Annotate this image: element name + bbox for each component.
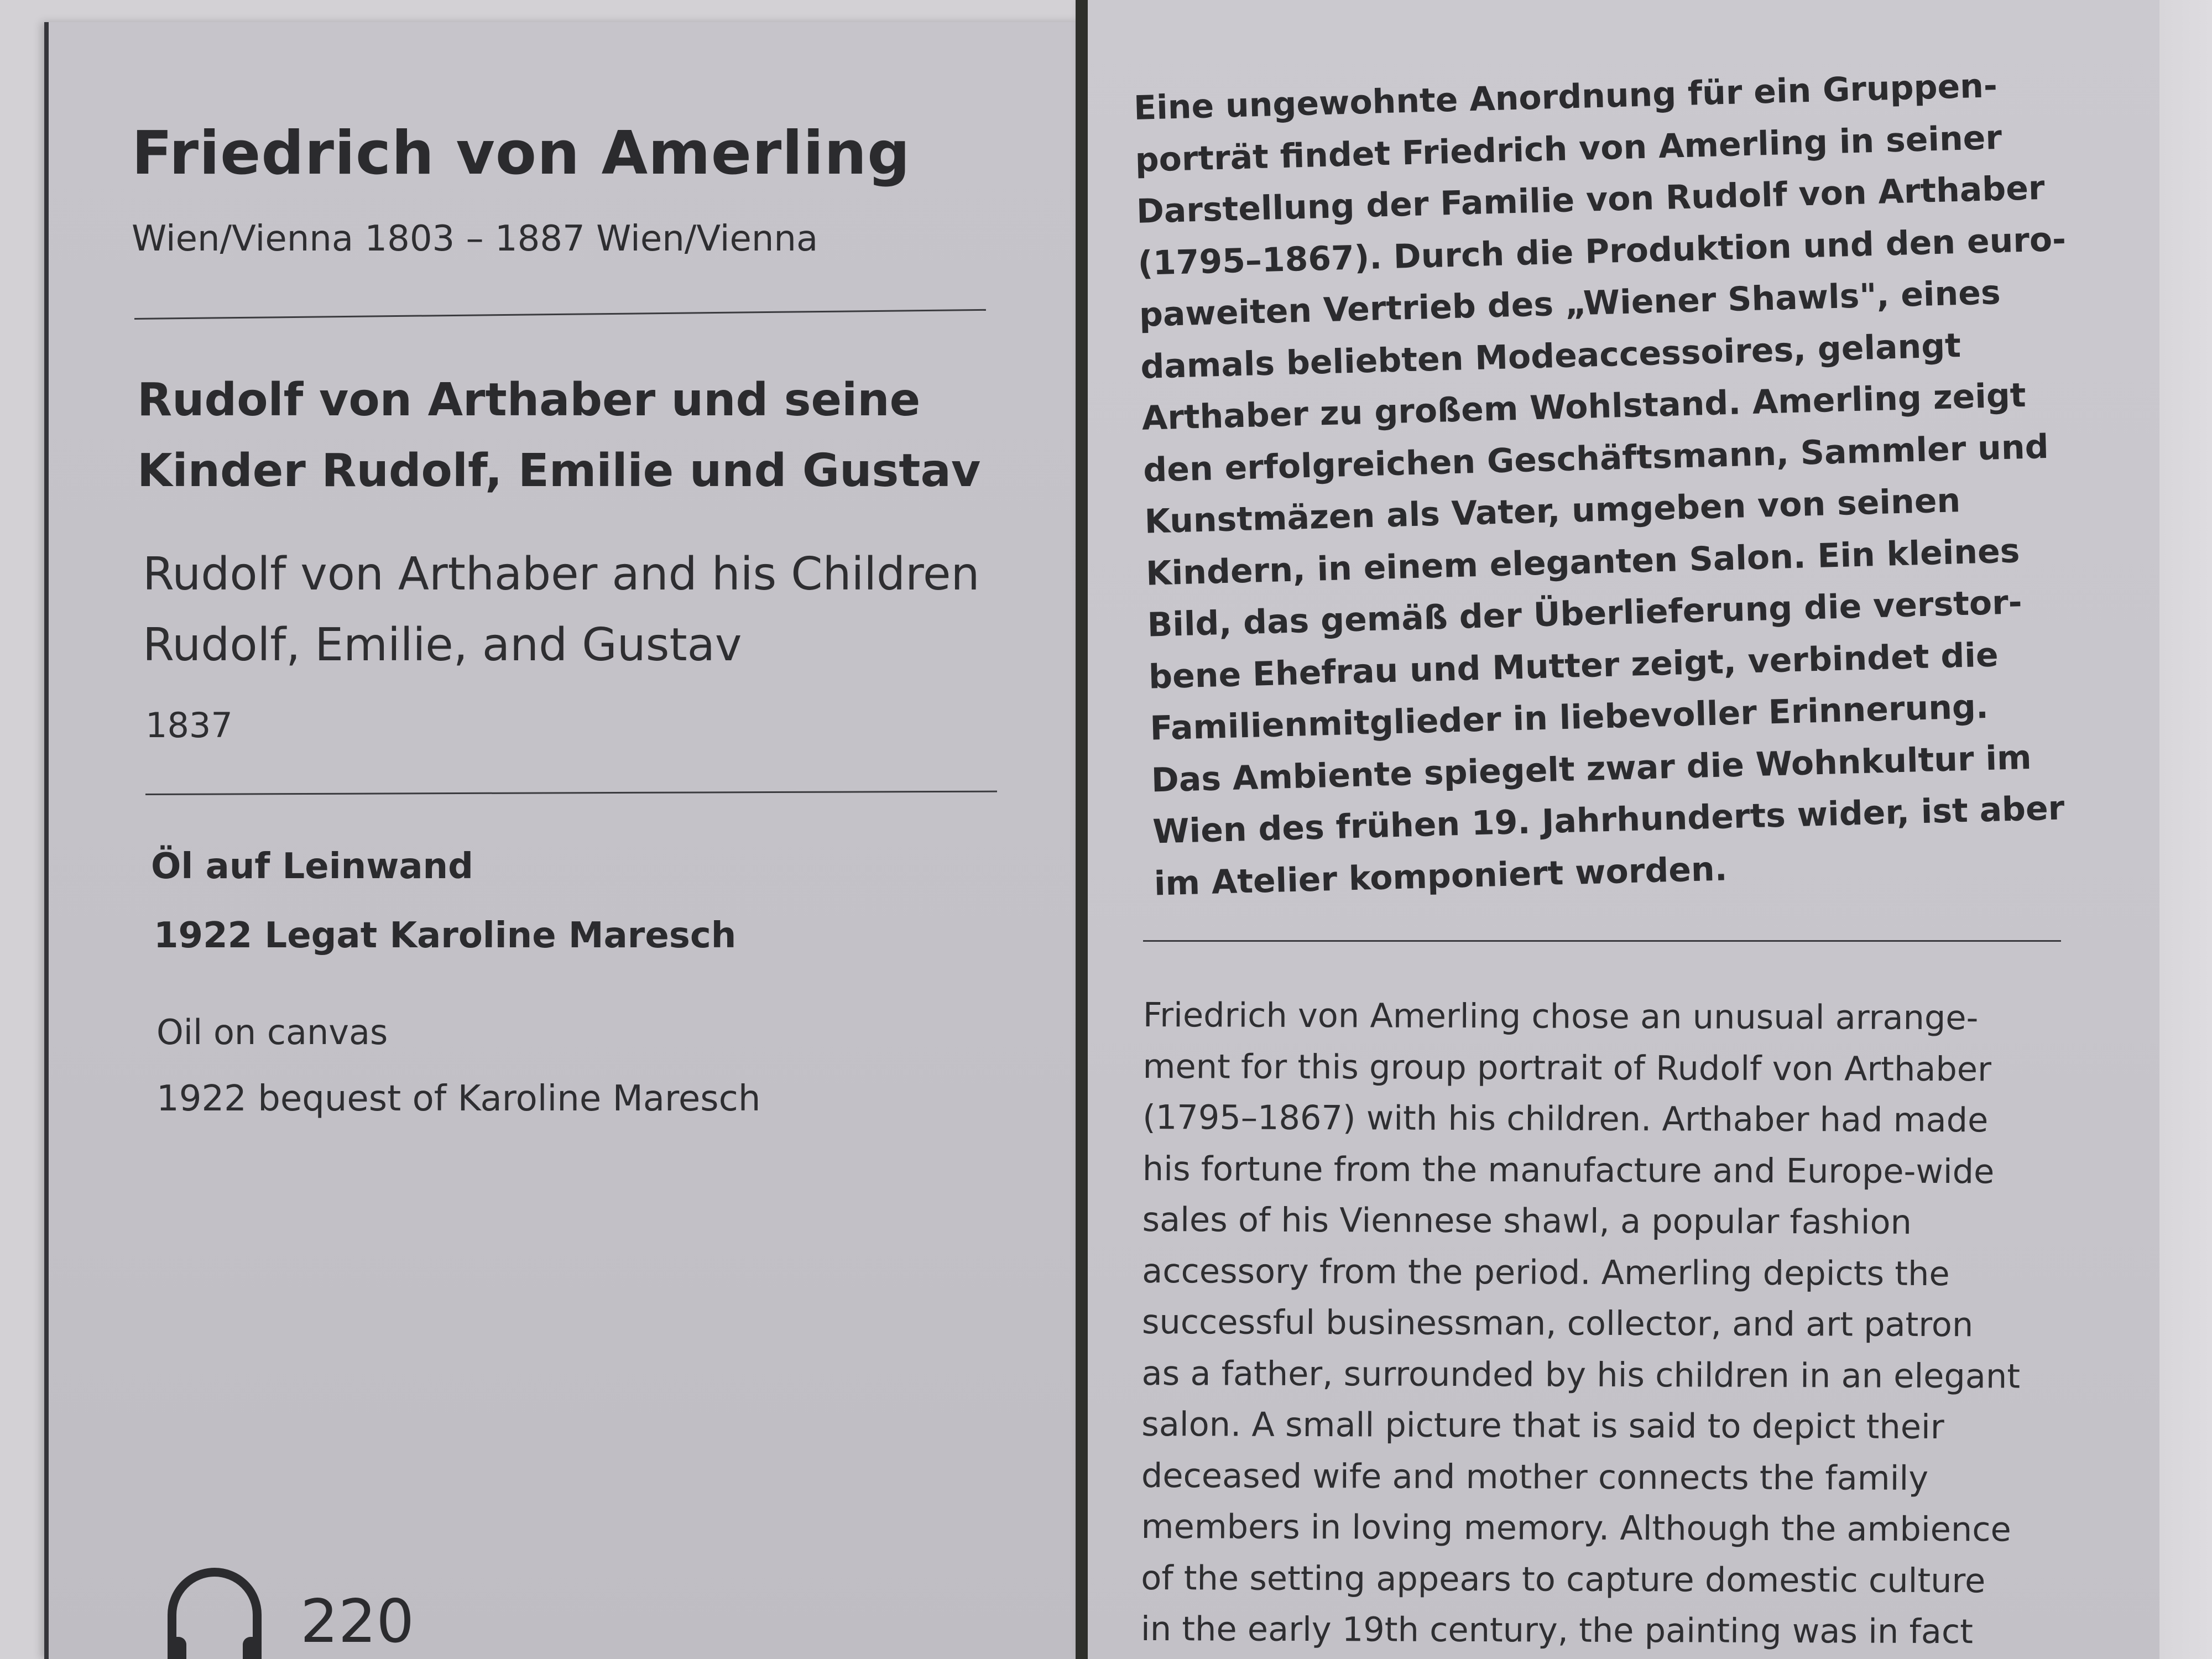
text-line: accessory from the period. Amerling depicts the xyxy=(1142,1251,1950,1293)
text-line: Arthaber zu großem Wohlstand. Amerling zeigt xyxy=(1141,375,2027,438)
divider xyxy=(145,791,997,795)
label-card-description xyxy=(1076,0,2172,1659)
headphones-icon xyxy=(162,1548,267,1659)
description-english xyxy=(1141,990,2105,1658)
title-line: Kinder Rudolf, Emilie und Gustav xyxy=(137,445,981,497)
artwork-title-english xyxy=(143,539,1083,681)
text-line: ment for this group portrait of Rudolf von Arthaber xyxy=(1142,1047,1992,1089)
divider xyxy=(134,309,986,320)
text-line: of the setting appears to capture domestic culture xyxy=(1141,1558,1986,1600)
text-line: as a father, surrounded by his children in an elegant xyxy=(1141,1354,2021,1396)
text-line: sales of his Viennese shawl, a popular fashion xyxy=(1142,1200,1912,1242)
divider xyxy=(1143,940,2061,942)
text-line: his fortune from the manufacture and Europe-wide xyxy=(1142,1149,1995,1191)
artist-name: Friedrich von Amerling xyxy=(132,119,911,188)
text-line: salon. A small picture that is said to depict their xyxy=(1141,1405,1944,1447)
title-line: Rudolf von Arthaber und seine xyxy=(137,374,921,426)
text-line: Familienmitglieder in liebevoller Erinnerung. xyxy=(1149,687,1989,748)
text-line: im Atelier komponiert worden. xyxy=(1154,849,1728,903)
text-line: den erfolgreichen Geschäftsmann, Sammler und xyxy=(1142,427,2049,490)
text-line: Eine ungewohnte Anordnung für ein Gruppen- xyxy=(1133,66,1998,128)
artwork-year: 1837 xyxy=(145,705,233,745)
text-line: (1795–1867) with his children. Arthaber had made xyxy=(1142,1098,1989,1140)
artist-dates: Wien/Vienna 1803 – 1887 Wien/Vienna xyxy=(132,218,818,259)
text-line: Das Ambiente spiegelt zwar die Wohnkultur im xyxy=(1151,738,2032,800)
text-line: damals beliebten Modeaccessoires, gelangt xyxy=(1140,326,1961,387)
medium-german: Öl auf Leinwand xyxy=(151,846,473,887)
text-line: deceased wife and mother connects the family xyxy=(1141,1456,1929,1498)
wall-background xyxy=(2159,0,2212,1659)
text-line: paweiten Vertrieb des „Wiener Shawls", eines xyxy=(1139,273,2001,335)
text-line: Kindern, in einem eleganten Salon. Ein kleines xyxy=(1145,531,2021,593)
text-line: Kunstmäzen als Vater, umgeben von seinen xyxy=(1144,481,1961,541)
text-line: Darstellung der Familie von Rudolf von Arthaber xyxy=(1136,168,2046,231)
title-line: Rudolf von Arthaber and his Children xyxy=(143,548,980,601)
text-line: in the early 19th century, the painting was in fact xyxy=(1140,1609,1974,1652)
credit-line-english: 1922 bequest of Karoline Maresch xyxy=(156,1078,761,1119)
text-line: bene Ehefrau und Mutter zeigt, verbindet die xyxy=(1148,635,1999,697)
medium-english: Oil on canvas xyxy=(156,1012,388,1052)
text-line: porträt findet Friedrich von Amerling in seiner xyxy=(1134,118,2002,180)
artwork-title-german xyxy=(137,365,1077,507)
text-line: Friedrich von Amerling chose an unusual arrange- xyxy=(1142,995,1979,1038)
text-line: successful businessman, collector, and art patron xyxy=(1141,1302,1974,1345)
audio-guide-number: 220 xyxy=(300,1587,415,1656)
description-german xyxy=(1133,58,2117,910)
text-line: (1795–1867). Durch die Produktion und den euro- xyxy=(1137,220,2067,283)
text-line: members in loving memory. Although the ambience xyxy=(1141,1507,2011,1550)
credit-line-german: 1922 Legat Karoline Maresch xyxy=(154,915,737,956)
text-line: Wien des frühen 19. Jahrhunderts wider, ist aber xyxy=(1152,789,2065,852)
title-line: Rudolf, Emilie, and Gustav xyxy=(143,619,742,671)
label-card-artwork xyxy=(44,22,1083,1659)
text-line: Bild, das gemäß der Überlieferung die verstor- xyxy=(1146,583,2023,645)
